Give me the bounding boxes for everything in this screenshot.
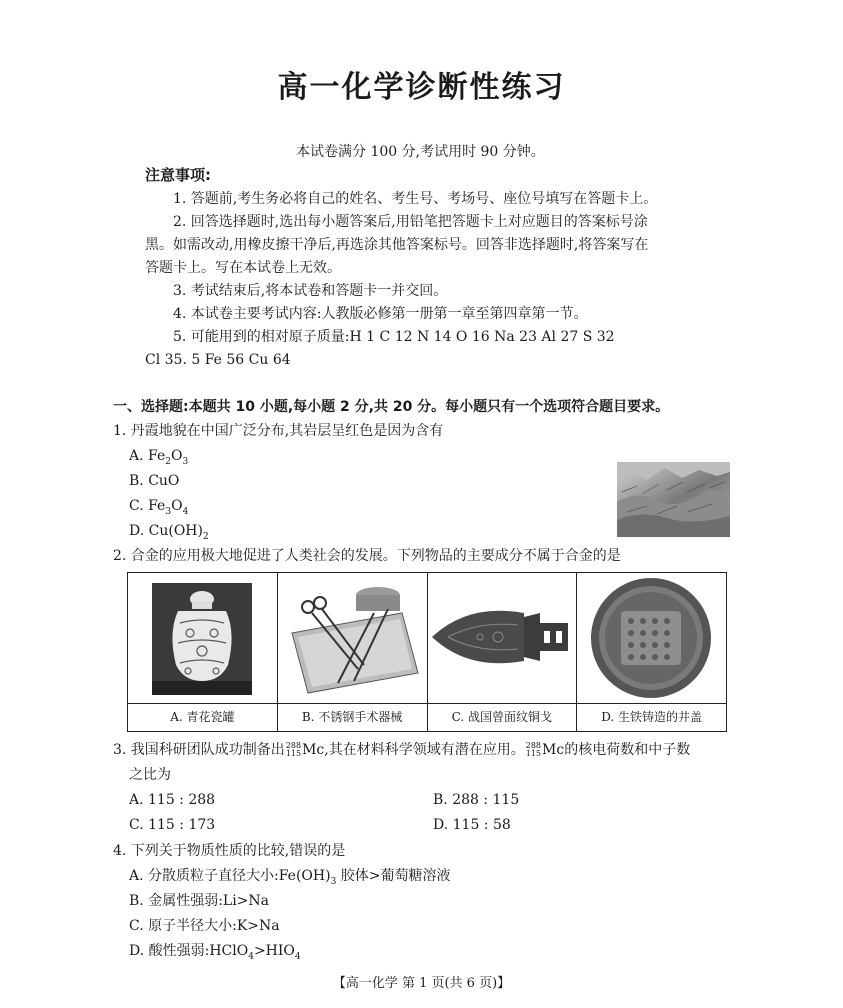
bronze-dagger-axe-image xyxy=(428,573,577,703)
manhole-cover-image xyxy=(577,573,726,703)
surgical-instruments-image xyxy=(278,573,427,703)
question-4-option-c: C. 原子半径大小:K>Na xyxy=(129,918,280,934)
question-1-stem: 1. 丹霞地貌在中国广泛分布,其岩层呈红色是因为含有 xyxy=(113,423,444,439)
question-3-option-b: B. 288 : 115 xyxy=(433,792,520,808)
question-2-option-c: C. 战国曾面纹铜戈 xyxy=(428,573,578,731)
question-3-option-a: A. 115 : 288 xyxy=(129,792,216,808)
question-4-option-a: A. 分散质粒子直径大小$:Fe(OH)_3$ 胶体>葡萄糖溶液 xyxy=(129,868,451,887)
section-heading: 一、选择题:本题共 10 小题,每小题 2 分,共 20 分。每小题只有一个选项符合题目要求。 xyxy=(113,399,670,415)
question-2-image-table xyxy=(127,572,727,732)
question-2-option-d: D. 生铁铸造的井盖 xyxy=(577,573,726,731)
notice-line-2b: 黑。如需改动,用橡皮擦干净后,再选涂其他答案标号。回答非选择题时,将答案写在 xyxy=(145,237,649,253)
question-4-option-d: D. 酸性强弱$:HClO_4>HIO_4$ xyxy=(129,943,301,962)
question-2-option-a: A. 青花瓷罐 xyxy=(128,573,278,731)
notice-line-2a: 2. 回答选择题时,选出每小题答案后,用铅笔把答题卡上对应题目的答案标号涂 xyxy=(173,214,648,230)
page-title: 高一化学诊断性练习 xyxy=(277,70,566,105)
notice-line-1: 1. 答题前,考生务必将自己的姓名、考生号、考场号、座位号填写在答题卡上。 xyxy=(173,191,658,207)
notice-line-5a: 5. 可能用到的相对原子质量:H 1 C 12 N 14 O 16 Na 23 Al 27 S 32 xyxy=(173,329,615,345)
notice-line-5b: Cl 35. 5 Fe 56 Cu 64 xyxy=(145,352,291,368)
question-1-option-d: D. $Cu(OH)_2$ xyxy=(129,523,209,542)
question-3-stem-line-1: 3. 我国科研团队成功制备出 288 115 Mc,其在材料科学领域有潜在应用。 288 115 Mc的核电荷数和中子数 xyxy=(113,741,691,758)
notice-line-2c: 答题卡上。写在本试卷上无效。 xyxy=(145,260,341,276)
porcelain-jar-image xyxy=(128,573,277,703)
question-2-stem: 2. 合金的应用极大地促进了人类社会的发展。下列物品的主要成分不属于合金的是 xyxy=(113,548,621,564)
question-1-option-b: B. CuO xyxy=(129,473,180,489)
question-1-option-a: A. $Fe_2O_3$ xyxy=(129,448,189,467)
question-4-option-b: B. 金属性强弱:Li>Na xyxy=(129,893,270,909)
question-3-option-c: C. 115 : 173 xyxy=(129,817,216,833)
question-3-option-d: D. 115 : 58 xyxy=(433,817,511,833)
notice-line-3: 3. 考试结束后,将本试卷和答题卡一并交回。 xyxy=(173,283,448,299)
notice-heading: 注意事项: xyxy=(145,166,211,184)
question-3-stem-line-2: 之比为 xyxy=(129,767,171,783)
page-footer: 【高一化学 第 1 页(共 6 页)】 xyxy=(332,976,511,991)
question-2-option-b: B. 不锈钢手术器械 xyxy=(278,573,428,731)
danxia-landform-image xyxy=(617,462,730,537)
notice-line-4: 4. 本试卷主要考试内容:人教版必修第一册第一章至第四章第一节。 xyxy=(173,306,588,322)
question-4-stem: 4. 下列关于物质性质的比较,错误的是 xyxy=(113,843,346,859)
question-1-option-c: C. $Fe_3O_4$ xyxy=(129,498,189,517)
exam-info: 本试卷满分 100 分,考试用时 90 分钟。 xyxy=(296,144,545,160)
